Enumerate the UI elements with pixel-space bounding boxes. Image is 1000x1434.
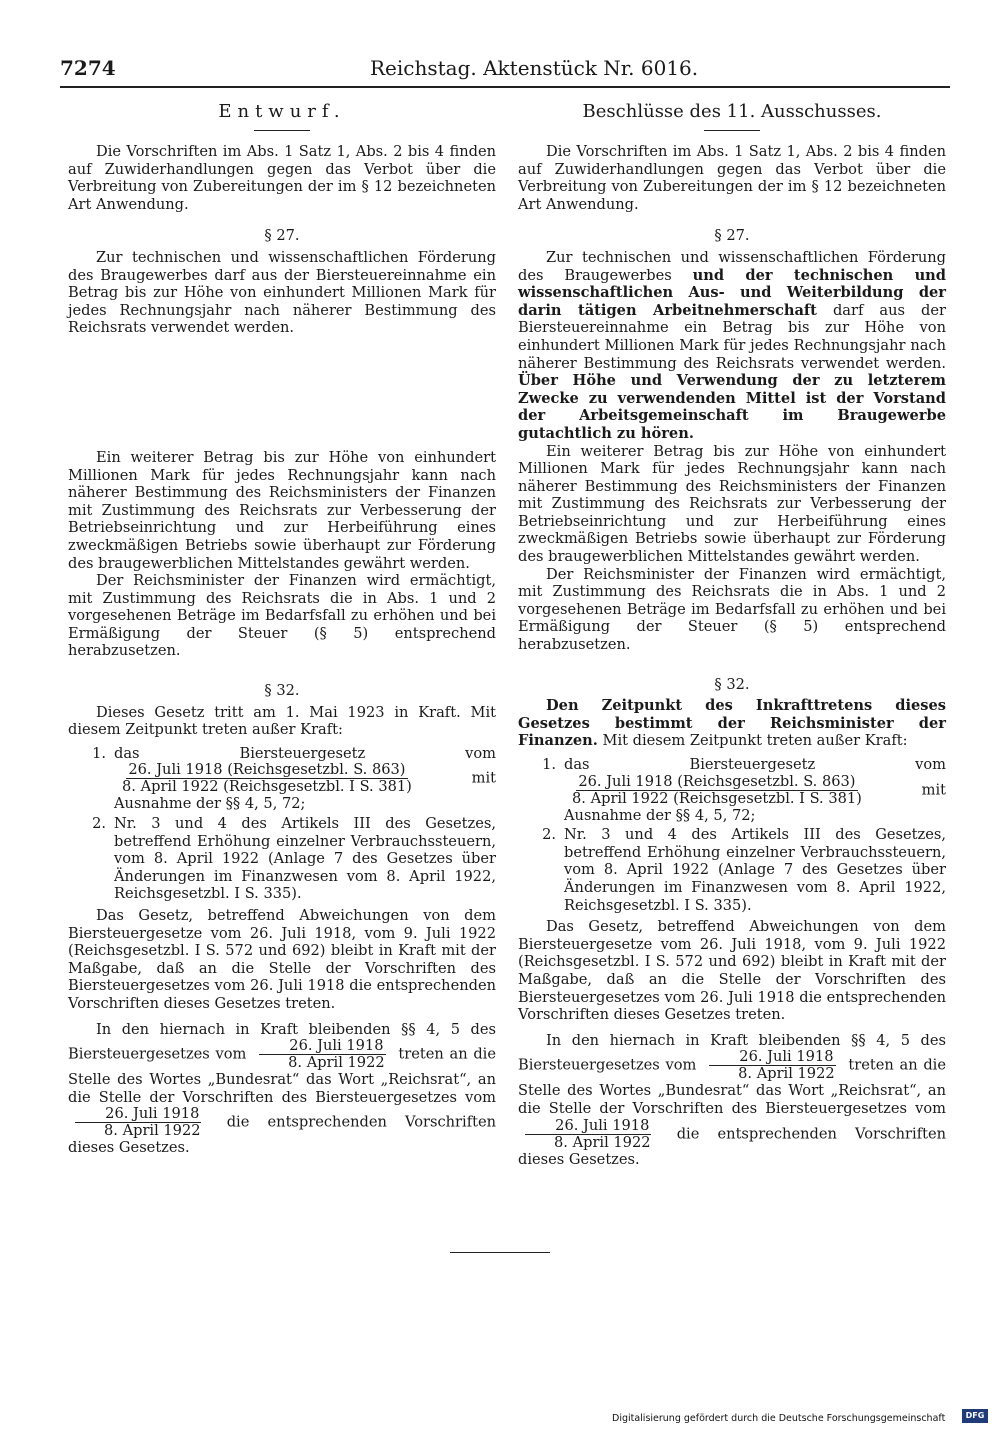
fraction-numerator: 26. Juli 1918 (Reichsgesetzbl. S. 863): [128, 761, 406, 779]
right-paragraph-3: Ein weiterer Betrag bis zur Höhe von einhundert Millionen Mark für jedes Rechnungsjahr kann nach näherer Bestimmung des Reichsministers der Finanzen mit Zustimmung des Reichsrats zur Verbesserung der Betriebseinrichtung und zur Herbeiführung eines zweckmäßigen Betriebs sowie überhaupt zur Förderung des braugewerblichen Mittelstandes gewährt werden.: [518, 442, 946, 566]
left-column-title: Entwurf.: [218, 101, 346, 122]
list-item-text: das Biersteuergesetz vom: [114, 744, 496, 762]
fraction-denominator: 8. April 1922: [554, 1133, 651, 1151]
paragraph-text: darf aus der Biersteuereinnahme ein Betrag bis zur Höhe von einhundert Millionen Mark für jedes Rechnungsjahr nach näherer Bestimmung des Reichsrats verwendet werden.: [518, 301, 946, 372]
left-paragraph-1: Die Vorschriften im Abs. 1 Satz 1, Abs. 2 bis 4 finden auf Zuwiderhandlungen gegen das Verbot über die Verbreitung von Zubereitungen der im § 12 bezeichneten Art Anwendung.: [68, 143, 496, 213]
right-column-title: Beschlüsse des 11. Ausschusses.: [582, 101, 882, 122]
header-rule: [60, 86, 950, 88]
fraction-numerator: 26. Juli 1918: [709, 1049, 835, 1066]
date-fraction: [570, 774, 864, 807]
fraction-denominator: 8. April 1922: [104, 1122, 201, 1140]
left-section-32: § 32.: [264, 682, 300, 700]
list-item-number: 1.: [92, 744, 106, 762]
fraction-numerator: 26. Juli 1918: [259, 1038, 385, 1055]
fraction-denominator: 8. April 1922 (Reichsgesetzbl. I S. 381): [122, 778, 412, 796]
left-paragraph-2: Zur technischen und wissenschaftlichen Förderung des Braugewerbes darf aus der Biersteuereinnahme ein Betrag bis zur Höhe von einhundert Millionen Mark für jedes Rechnungsjahr nach näherer Bestimmung des Reichsrats verwendet werden.: [68, 248, 496, 337]
right-section-32: § 32.: [714, 675, 750, 693]
fraction-numerator: 26. Juli 1918: [525, 1118, 651, 1135]
paragraph-text: Zur technischen und wissenschaftlichen Förderung des Braugewerbes: [518, 248, 946, 284]
closing-rule: [450, 1252, 550, 1253]
left-paragraph-6: Das Gesetz, betreffend Abweichungen von dem Biersteuergesetze vom 26. Juli 1918, vom 9. Juli 1922 (Reichsgesetzbl. I S. 572 und 692) bleibt in Kraft mit der Maßgabe, daß an die Stelle der Vorschriften des Biersteuergesetzes vom 26. Juli 1918 die entsprechenden Vorschriften dieses Gesetzes treten.: [68, 907, 496, 1012]
fraction-denominator: 8. April 1922: [288, 1054, 385, 1072]
paragraph-text: die entsprechenden Vorschriften dieses Gesetzes.: [68, 1113, 496, 1157]
left-paragraph-3: Ein weiterer Betrag bis zur Höhe von einhundert Millionen Mark für jedes Rechnungsjahr kann nach näherer Bestimmung des Reichsministers der Finanzen mit Zustimmung des Reichsrats zur Verbesserung der Betriebseinrichtung und zur Herbeiführung eines zweckmäßigen Betriebs sowie überhaupt zur Förderung des braugewerblichen Mittelstandes gewährt werden.: [68, 448, 496, 572]
paragraph-text: die entsprechenden Vorschriften dieses Gesetzes.: [518, 1125, 946, 1168]
left-title-rule: [254, 130, 310, 131]
left-paragraph-4: Der Reichsminister der Finanzen wird ermächtigt, mit Zustimmung des Reichsrats die in Abs. 1 und 2 vorgesehenen Beträge im Bedarfsfall zu erhöhen und bei Ermäßigung der Steuer (§ 5) entsprechend herabzusetzen.: [68, 572, 496, 660]
fraction-denominator: 8. April 1922: [738, 1065, 835, 1083]
amended-text: Den Zeitpunkt des Inkrafttretens dieses Gesetzes bestimmt der Reichsminister der Finanzen.: [518, 697, 946, 750]
list-item: [68, 815, 496, 903]
date-fraction: [258, 1038, 387, 1071]
right-title-rule: [704, 130, 760, 131]
left-paragraph-5: Dieses Gesetz tritt am 1. Mai 1923 in Kraft. Mit diesem Zeitpunkt treten außer Kraft:: [68, 703, 496, 739]
running-title: Reichstag. Aktenstück Nr. 6016.: [370, 56, 699, 80]
date-fraction: [708, 1049, 837, 1082]
right-column-committee: [518, 96, 946, 1168]
digitization-credit: Digitalisierung gefördert durch die Deutsche Forschungsgemeinschaft: [612, 1413, 946, 1424]
page-number: 7274: [60, 56, 116, 80]
list-item-number: 2.: [542, 826, 556, 844]
date-fraction: [120, 762, 414, 795]
list-item-number: 1.: [542, 756, 556, 773]
right-paragraph-1: Die Vorschriften im Abs. 1 Satz 1, Abs. 2 bis 4 finden auf Zuwiderhandlungen gegen das Verbot über die Verbreitung von Zubereitungen der im § 12 bezeichneten Art Anwendung.: [518, 143, 946, 213]
amended-text: und der technischen und wissenschaftlichen Aus- und Weiterbildung der darin tätigen Arbeitnehmerschaft: [518, 266, 946, 319]
right-paragraph-6: Das Gesetz, betreffend Abweichungen von dem Biersteuergesetze vom 26. Juli 1918, vom 9. Juli 1922 (Reichsgesetzbl. I S. 572 und 692) bleibt in Kraft mit der Maßgabe, daß an die Stelle der Vorschriften des Biersteuergesetzes vom 26. Juli 1918 die entsprechenden Vorschriften dieses Gesetzes treten.: [518, 918, 946, 1024]
list-item-text: Nr. 3 und 4 des Artikels III des Gesetzes, betreffend Erhöhung einzelner Verbrauchssteuern, vom 8. April 1922 (Anlage 7 des Gesetzes über Änderungen im Finanzwesen vom 8. April 1922, Reichsgesetzbl. I S. 335).: [114, 815, 496, 903]
list-item: [518, 756, 946, 824]
list-item: [518, 826, 946, 914]
fraction-denominator: 8. April 1922 (Reichsgesetzbl. I S. 381): [572, 789, 862, 807]
list-item-text: mit Ausnahme der §§ 4, 5, 72;: [564, 781, 946, 824]
page-header: [60, 56, 950, 86]
list-item-number: 2.: [92, 815, 106, 833]
date-fraction: [524, 1118, 653, 1151]
amended-text: Über Höhe und Verwendung der zu letzterem Zwecke zu verwendenden Mittel ist der Vorstand der Arbeitsgemeinschaft im Braugewerbe gutachtlich zu hören.: [518, 372, 946, 442]
paragraph-text: In den hiernach in Kraft bleibenden §§ 4, 5 des Biersteuergesetzes vom: [518, 1031, 946, 1074]
fraction-numerator: 26. Juli 1918: [75, 1106, 201, 1123]
list-item: [68, 745, 496, 813]
list-item-text: das Biersteuergesetz vom: [564, 756, 946, 773]
right-paragraph-7: [518, 1032, 946, 1168]
left-paragraph-7: [68, 1021, 496, 1157]
list-item-text: mit Ausnahme der §§ 4, 5, 72;: [114, 769, 496, 813]
left-column-draft: [68, 96, 496, 1157]
right-repeal-list: [518, 756, 946, 914]
right-paragraph-4: Der Reichsminister der Finanzen wird ermächtigt, mit Zustimmung des Reichsrats die in Abs. 1 und 2 vorgesehenen Beträge im Bedarfsfall zu erhöhen und bei Ermäßigung der Steuer (§ 5) entsprechend herabzusetzen.: [518, 565, 946, 654]
list-item-text: Nr. 3 und 4 des Artikels III des Gesetzes, betreffend Erhöhung einzelner Verbrauchssteuern, vom 8. April 1922 (Anlage 7 des Gesetzes über Änderungen im Finanzwesen vom 8. April 1922, Reichsgesetzbl. I S. 335).: [564, 826, 946, 914]
dfg-logo: DFG: [962, 1409, 988, 1423]
paragraph-text: Mit diesem Zeitpunkt treten außer Kraft:: [602, 732, 908, 750]
paragraph-text: treten an die Stelle des Wortes „Bundesrat“ das Wort „Reichsrat“, an die Stelle der Vorschriften des Biersteuergesetzes vom: [518, 1056, 946, 1117]
left-repeal-list: [68, 745, 496, 903]
fraction-numerator: 26. Juli 1918 (Reichsgesetzbl. S. 863): [578, 772, 856, 790]
left-section-27: § 27.: [264, 227, 300, 245]
paragraph-text: treten an die Stelle des Wortes „Bundesrat“ das Wort „Reichsrat“, an die Stelle der Vorschriften des Biersteuergesetzes vom: [68, 1045, 496, 1106]
paragraph-text: In den hiernach in Kraft bleibenden §§ 4, 5 des Biersteuergesetzes vom: [68, 1020, 496, 1063]
date-fraction: [74, 1106, 203, 1139]
right-section-27: § 27.: [714, 227, 750, 245]
right-paragraph-2: [518, 249, 946, 443]
right-paragraph-5: [518, 697, 946, 750]
